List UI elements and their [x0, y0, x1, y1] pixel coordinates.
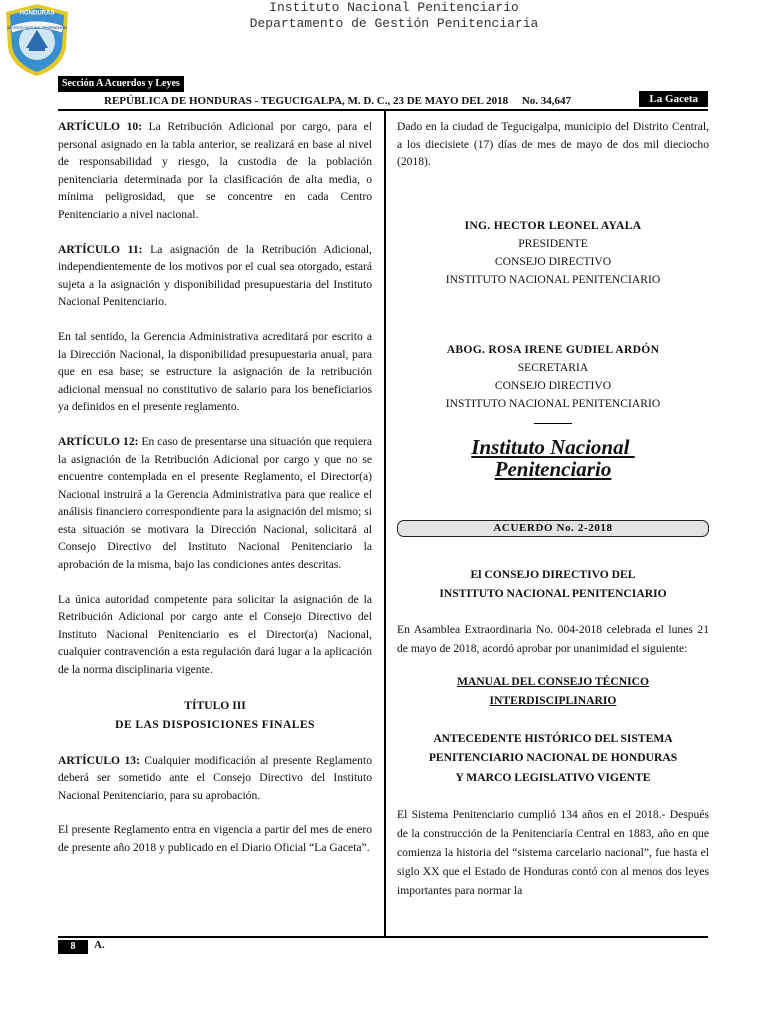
honduras-seal-logo [2, 2, 72, 78]
svg-text:INSTITUTO NACIONAL PENITENCIAR: INSTITUTO NACIONAL PENITENCIARIO [6, 26, 68, 30]
page-suffix: A. [94, 939, 105, 951]
article-13: ARTÍCULO 13: Cualquier modificación al presente Reglamento deberá ser sometido ante el Consejo Directivo del Instituto Nacional Penitenciario, para su aprobación. [58, 753, 372, 802]
signature-president: ING. HECTOR LEONEL AYALA PRESIDENTE CONSEJO DIRECTIVO INSTITUTO NACIONAL PENITENCIARIO [445, 218, 661, 286]
paragraph-unica-autoridad: La única autoridad competente para solicitar la asignación de la Retribución Adicional por cargo ante el Consejo Directivo del Instituto Nacional Penitenciario es el Director(a) Nacional, cualquier contravención a esta regulación dará lugar a la aplicación de la norma disciplinaria vigente. [58, 592, 372, 677]
paragraph-vigencia: El presente Reglamento entra en vigencia a partir del mes de enero de presente año 2018 y publicado en el Diario Oficial “La Gaceta”. [58, 823, 372, 854]
svg-text:HONDURAS: HONDURAS [19, 10, 55, 17]
institute-title: Instituto Nacional Penitenciario [471, 434, 635, 481]
separator-rule [534, 423, 572, 424]
republic-date-line: REPÚBLICA DE HONDURAS - TEGUCIGALPA, M. D. C., 23 DE MAYO DEL 2018 No. 34,647 [104, 95, 572, 107]
manual-heading: MANUAL DEL CONSEJO TÉCNICO INTERDISCIPLINARIO [456, 674, 650, 708]
article-11: ARTÍCULO 11: La asignación de la Retribución Adicional, independientemente de los motivos por el cual sea otorgado, estará sujeta a la asignación y disponibilidad presupuestaria del Instituto Nacional Penitenciario. [58, 242, 372, 309]
document-header [0, 0, 768, 32]
acuerdo-number-box: ACUERDO No. 2-2018 [397, 520, 709, 537]
paragraph-sistema: El Sistema Penitenciario cumplió 134 años en el 2018.- Después de la construcción de la Penitenciaría Central en 1883, año en que comienza la historia del “sistema carcelario nacional”, fue hasta el siglo XX que el Estado de Honduras contó con al menos dos leyes importantes para normar la [397, 808, 709, 898]
header-institution: Instituto Nacional Penitenciario [269, 0, 519, 15]
section-tag: Sección A Acuerdos y Leyes [58, 76, 184, 92]
paragraph-tal-sentido: En tal sentido, la Gerencia Administrativa acreditará por escrito a la Dirección Nacional, la disponibilidad presupuestaria anual, para que en esa base; se estructure la asignación de la retribución adicional mensual no constitutivo de salario para los beneficiarios ya definidos en el presente reglamento. [58, 329, 372, 414]
right-column [397, 118, 709, 917]
footer-rule [58, 936, 708, 938]
paragraph-asamblea: En Asamblea Extraordinaria No. 004-2018 celebrada el lunes 21 de mayo de 2018, acordó aprobar por unanimidad el siguiente: [397, 622, 709, 655]
header-department: Departamento de Gestión Penitenciaria [249, 16, 539, 31]
page-number: 8 [58, 940, 88, 954]
paragraph-dado: Dado en la ciudad de Tegucigalpa, municipio del Distrito Central, a los diecisiete (17) días de mes de mayo de dos mil dieciocho (2018). [397, 120, 709, 169]
article-10: ARTÍCULO 10: La Retribución Adicional por cargo, para el personal asignado en la tabla anterior, se realizará en base al nivel de responsabilidad y riesgo, la custodia de la población penitenciaria determinada por la clasificación de alta media, o mínima peligrosidad, que se concentre en cada Centro Penitenciario a nivel nacional. [58, 120, 372, 221]
article-12: ARTÍCULO 12: En caso de presentarse una situación que requiera la asignación de la Retribución Adicional por cargo y que no se encuentre contemplada en el presente Reglamento, el Director(a) Nacional instruirá a la Gerencia Administrativa para que realice el análisis financiero correspondiente para la asignación del mismo; si esta situación se motivara la Dirección Nacional, solicitará al Consejo Directivo del Instituto Nacional Penitenciario la aprobación de la misma, bajo las condiciones antes descritas. [58, 434, 372, 572]
consejo-heading: El CONSEJO DIRECTIVO DEL INSTITUTO NACIONAL PENITENCIARIO [439, 567, 667, 601]
gazette-name-tag: La Gaceta [639, 91, 708, 107]
gazette-header [58, 93, 708, 111]
column-divider [384, 111, 386, 937]
signature-secretary: ABOG. ROSA IRENE GUDIEL ARDÓN SECRETARIA CONSEJO DIRECTIVO INSTITUTO NACIONAL PENITENCIARIO [445, 342, 661, 410]
left-column [58, 118, 372, 874]
titulo-iii-heading: TÍTULO III DE LAS DISPOSICIONES FINALES [115, 698, 315, 732]
antecedente-heading: ANTECEDENTE HISTÓRICO DEL SISTEMA PENITENCIARIO NACIONAL DE HONDURAS Y MARCO LEGISLATIVO VIGENTE [428, 731, 678, 784]
